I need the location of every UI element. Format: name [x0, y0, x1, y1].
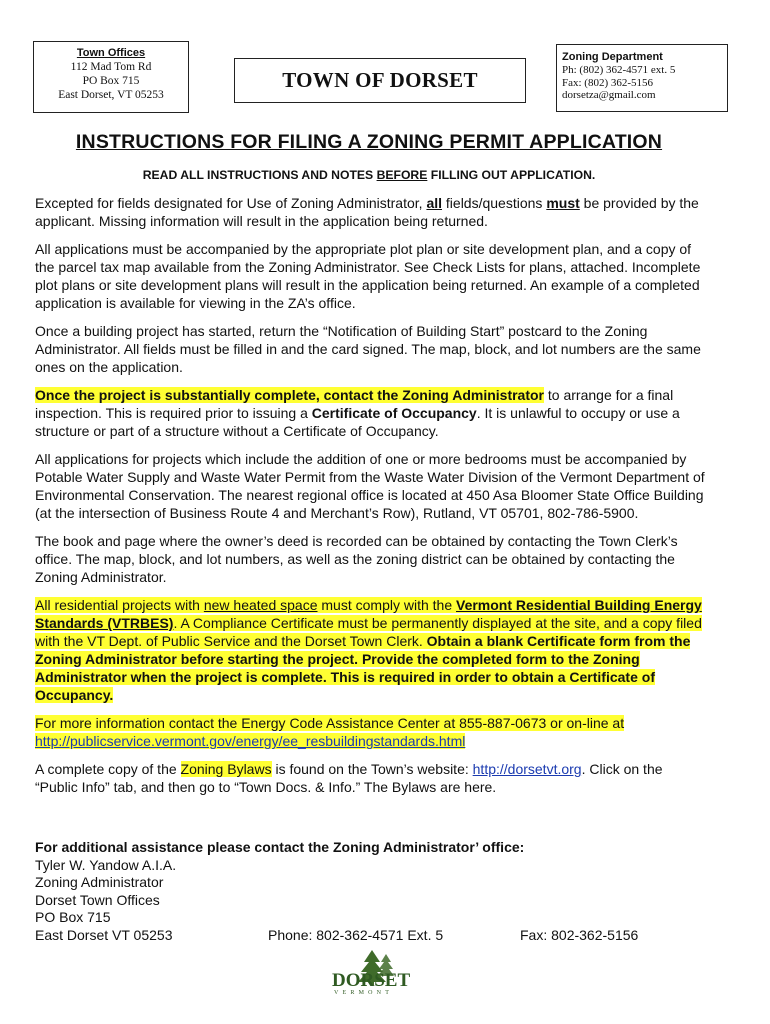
p1-text-a: Excepted for fields designated for Use of Zoning Administrator, — [35, 195, 427, 211]
logo-subtext: VERMONT — [334, 990, 394, 996]
contact-name: Tyler W. Yandow A.I.A. — [35, 856, 177, 873]
contact-heading: For additional assistance please contact the Zoning Administrator’ office: — [35, 839, 525, 855]
zoning-email: dorsetza@gmail.com — [562, 89, 656, 102]
p7-vtrbes: Vermont Residential Building Energy Standards (VTRBES) — [35, 597, 702, 631]
p9-text-c: . Click on the “Public Info” tab, and then go to “Town Docs. & Info.” The Bylaws are here. — [35, 761, 663, 795]
p1-text-c: fields/questions — [442, 195, 547, 211]
p9-text-a: A complete copy of the — [35, 761, 181, 777]
contact-role: Zoning Administrator — [35, 874, 164, 890]
zoning-department-box — [556, 44, 728, 112]
town-website-link[interactable]: http://dorsetvt.org — [472, 761, 582, 777]
p4-certificate: Certificate of Occupancy — [311, 405, 477, 421]
subtitle-post: FILLING OUT APPLICATION. — [427, 168, 596, 182]
p9-bylaws-highlight: Zoning Bylaws — [180, 761, 272, 777]
p7-text-e: . A Compliance Certificate must be permanently displayed at the site, and a copy filed with the VT Dept. of Public Service and the Dorset Town Clerk. — [35, 615, 702, 649]
energy-info-highlight — [35, 715, 624, 749]
p8-text-a: For more information contact the Energy Code Assistance Center at 855-887-0673 or on-line at — [35, 715, 625, 731]
office-address-line2: PO Box 715 — [82, 75, 140, 87]
p1-emph-all: all — [426, 195, 443, 211]
p1-text-e: be provided by the applicant. Missing information will result in the application being returned. — [35, 195, 699, 229]
town-offices-title: Town Offices — [76, 47, 146, 59]
zoning-fax: Fax: (802) 362-5156 — [562, 76, 654, 89]
contact-city: East Dorset VT 05253 — [35, 926, 173, 943]
paragraph-required-fields — [35, 194, 707, 230]
logo-wordmark: DORSET — [332, 970, 411, 991]
paragraph-energy-standards — [35, 596, 707, 704]
contact-fax: Fax: 802-362-5156 — [520, 926, 639, 943]
instructions-body — [35, 194, 707, 806]
zoning-department-title: Zoning Department — [562, 51, 663, 63]
energy-standards-link[interactable]: http://publicservice.vermont.gov/energy/ee_resbuildingstandards.html — [35, 733, 466, 749]
contact-block — [35, 839, 715, 944]
town-title: TOWN OF DORSET — [282, 68, 478, 92]
paragraph-final-inspection — [35, 386, 707, 440]
p7-heated-space: new heated space — [203, 597, 318, 613]
office-address-line3: East Dorset, VT 05253 — [58, 89, 164, 101]
paragraph-building-start: Once a building project has started, return the “Notification of Building Start” postcard to the Zoning Administrator. All fields must be filled in and the card signed. The map, block, and lot numbers are the same ones on the application. — [35, 323, 701, 375]
dorset-logo — [328, 948, 411, 1000]
p9-text-b: is found on the Town’s website: — [271, 761, 473, 777]
contact-box: PO Box 715 — [35, 909, 111, 925]
p4-text-a: to arrange for a final inspection. This is required prior to issuing a — [35, 387, 674, 421]
contact-org: Dorset Town Offices — [35, 891, 160, 908]
office-address-line1: 112 Mad Tom Rd — [70, 61, 152, 73]
p4-highlight: Once the project is substantially complete, contact the Zoning Administrator — [35, 387, 545, 403]
p7-text-a: All residential projects with — [35, 597, 204, 613]
town-offices-box — [33, 41, 189, 113]
paragraph-bedrooms: All applications for projects which include the addition of one or more bedrooms must be accompanied by Potable Water Supply and Waste Water Permit from the Waste Water Division of the Vermont Department of Environmental Conservation. The nearest regional office is located at 450 Asa Bloomer State Office Building (at the intersection of Business Route 4 and Merchant’s Row), Rutland, VT 05701, 802-786-5900. — [35, 451, 705, 521]
contact-phone: Phone: 802-362-4571 Ext. 5 — [268, 926, 444, 943]
paragraph-deed: The book and page where the owner’s deed is recorded can be obtained by contacting the Town Clerk’s office. The map, block, and lot numbers, as well as the zoning district can be obtained by contacting the Zoning Administrator. — [35, 533, 678, 585]
zoning-phone: Ph: (802) 362-4571 ext. 5 — [562, 63, 676, 76]
p7-text-f: Obtain a blank Certificate form from the Zoning Administrator before starting the project. Provide the completed form to the Zoning Administrator when the project is complete. This is required in order to obtain a Certificate of Occupancy. — [35, 633, 691, 703]
subtitle-pre: READ ALL INSTRUCTIONS AND NOTES — [142, 168, 377, 182]
page-subtitle — [0, 168, 738, 182]
p7-text-c: must comply with the — [317, 597, 456, 613]
paragraph-bylaws — [35, 760, 707, 796]
town-title-box — [234, 58, 526, 103]
p1-emph-must: must — [546, 195, 580, 211]
paragraph-plot-plans: All applications must be accompanied by the appropriate plot plan or site development plan, and a copy of the parcel tax map available from the Zoning Administrator. See Check Lists for plans, attached. Incomplete plot plans or site development plans will result in the application being returned. An example of a completed application is available for viewing in the ZA’s office. — [35, 241, 701, 311]
p4-text-c: . It is unlawful to occupy or use a structure or part of a structure without a Certificate of Occupancy. — [35, 405, 680, 439]
page-title: INSTRUCTIONS FOR FILING A ZONING PERMIT APPLICATION — [75, 131, 663, 153]
subtitle-emph: BEFORE — [376, 168, 428, 182]
paragraph-energy-info — [35, 714, 707, 750]
energy-highlight — [35, 597, 702, 703]
contact-last-row — [35, 927, 715, 945]
